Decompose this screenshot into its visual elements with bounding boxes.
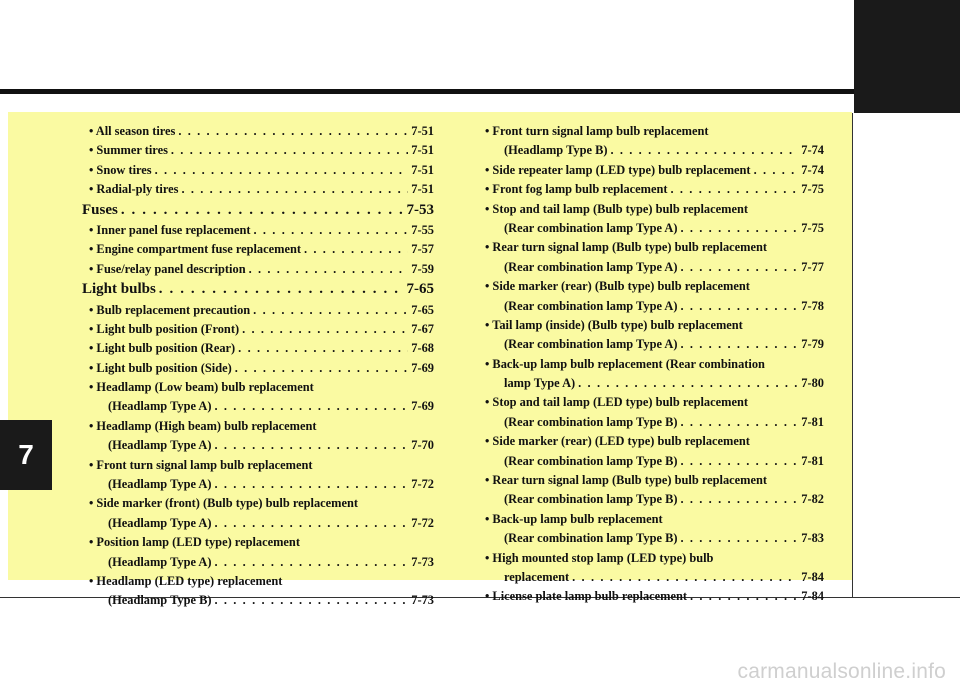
toc-entry-title: • All season tires: [89, 124, 176, 138]
toc-right-column: [478, 122, 824, 607]
toc-entry: [82, 533, 434, 552]
toc-entry-title: • Side repeater lamp (LED type) bulb replacement: [485, 162, 751, 177]
toc-entry: [478, 122, 824, 141]
toc-entry: [82, 417, 434, 436]
toc-entry[interactable]: [82, 141, 434, 160]
toc-page-number: 7-80: [801, 376, 824, 391]
top-rule: [0, 89, 854, 94]
toc-entry-title: • Headlamp (LED type) replacement: [89, 573, 283, 588]
toc-entry-title: • High mounted stop lamp (LED type) bulb: [485, 550, 714, 565]
dot-leader: [680, 452, 798, 471]
toc-page-number: 7-84: [801, 569, 824, 584]
toc-entry[interactable]: [82, 359, 434, 378]
toc-entry-title: (Rear combination lamp Type A): [504, 259, 678, 274]
toc-entry-title: (Headlamp Type A): [108, 438, 212, 453]
toc-entry-title: (Headlamp Type B): [108, 593, 212, 608]
toc-entry-title: • Rear turn signal lamp (Bulb type) bulb replacement: [485, 240, 767, 255]
toc-entry: [478, 316, 824, 335]
toc-page-number: 7-67: [411, 321, 434, 336]
toc-entry-title: • Headlamp (Low beam) bulb replacement: [89, 380, 314, 395]
toc-page-number: 7-65: [411, 302, 434, 317]
toc-page-number: 7-74: [801, 143, 824, 158]
toc-entry: [478, 471, 824, 490]
toc-entry-title: • Bulb replacement precaution: [89, 302, 251, 317]
toc-entry: [82, 456, 434, 475]
chapter-number-tab: [0, 420, 52, 490]
toc-entry-title: (Rear combination lamp Type B): [504, 531, 678, 546]
toc-entry-title: • License plate lamp bulb replacement: [485, 589, 688, 604]
toc-entry-title: • Back-up lamp bulb replacement: [485, 511, 663, 526]
dot-leader: [754, 161, 799, 180]
dot-leader: [242, 320, 408, 339]
toc-entry-title: • Light bulb position (Rear): [89, 341, 236, 356]
toc-entry-title: • Light bulb position (Side): [89, 360, 232, 375]
toc-entry-title: Light bulbs: [82, 281, 156, 298]
toc-entry: [478, 200, 824, 219]
toc-entry-title: • Front turn signal lamp bulb replacement: [485, 124, 709, 138]
dot-leader: [680, 413, 798, 432]
toc-entry-title: (Headlamp Type A): [108, 399, 212, 414]
dot-leader: [680, 529, 798, 548]
toc-entry: [478, 238, 824, 257]
toc-page-number: 7-65: [406, 281, 434, 298]
toc-entry-title: (Rear combination lamp Type A): [504, 298, 678, 313]
toc-page-number: 7-51: [411, 182, 434, 197]
toc-entry[interactable]: [82, 161, 434, 180]
dot-leader: [254, 221, 409, 240]
toc-page-number: 7-69: [411, 360, 434, 375]
toc-page-number: 7-72: [411, 477, 434, 492]
dot-leader: [238, 339, 408, 358]
toc-entry-title: • Rear turn signal lamp (Bulb type) bulb replacement: [485, 473, 767, 488]
toc-page-number: 7-79: [801, 337, 824, 352]
toc-page-number: 7-75: [801, 220, 824, 235]
dot-leader: [680, 490, 798, 509]
toc-section-heading[interactable]: [82, 200, 434, 221]
dot-leader: [215, 553, 409, 572]
dot-leader: [215, 397, 409, 416]
toc-page-number: 7-73: [411, 593, 434, 608]
toc-entry[interactable]: [478, 452, 824, 471]
toc-entry[interactable]: [82, 301, 434, 320]
toc-entry-title: Fuses: [82, 201, 118, 218]
toc-entry-title: (Headlamp Type B): [504, 143, 608, 158]
toc-entry-title: • Light bulb position (Front): [89, 321, 240, 336]
toc-entry: [478, 355, 824, 374]
dot-leader: [611, 141, 799, 160]
toc-page-number: 7-77: [801, 259, 824, 274]
toc-entry-title: • Engine compartment fuse replacement: [89, 242, 301, 257]
chapter-number: 7: [18, 439, 34, 470]
toc-page-number: 7-73: [411, 554, 434, 569]
toc-entry-title: • Front fog lamp bulb replacement: [485, 182, 668, 197]
toc-entry-title: • Fuse/relay panel description: [89, 261, 246, 276]
toc-section-heading[interactable]: [82, 279, 434, 300]
toc-entry: [478, 432, 824, 451]
toc-entry-title: (Headlamp Type A): [108, 515, 212, 530]
toc-page-number: 7-69: [411, 399, 434, 414]
corner-tab: [854, 0, 960, 113]
toc-page-number: 7-74: [801, 162, 824, 177]
toc-page-number: 7-51: [411, 162, 434, 177]
dot-leader: [171, 141, 408, 160]
toc-entry[interactable]: [478, 258, 824, 277]
dot-leader: [181, 180, 408, 199]
toc-entry[interactable]: [82, 591, 434, 610]
toc-entry: [478, 510, 824, 529]
dot-leader: [690, 587, 798, 606]
toc-entry[interactable]: [478, 297, 824, 316]
toc-entry[interactable]: [82, 122, 434, 141]
toc-page-number: 7-55: [411, 222, 434, 237]
toc-entry[interactable]: [82, 180, 434, 199]
dot-leader: [215, 514, 409, 533]
toc-page-number: 7-59: [411, 261, 434, 276]
toc-page-number: 7-68: [411, 341, 434, 356]
dot-leader: [235, 359, 409, 378]
toc-entry: [478, 277, 824, 296]
toc-entry-title: • Headlamp (High beam) bulb replacement: [89, 418, 317, 433]
toc-page-number: 7-51: [411, 143, 434, 158]
toc-page-number: 7-83: [801, 531, 824, 546]
toc-entry[interactable]: [82, 397, 434, 416]
watermark: carmanualsonline.info: [737, 660, 946, 683]
toc-entry-title: (Headlamp Type A): [108, 554, 212, 569]
toc-page-number: 7-53: [406, 201, 434, 218]
dot-leader: [215, 591, 409, 610]
toc-entry-title: lamp Type A): [504, 376, 576, 391]
toc-entry[interactable]: [478, 568, 824, 587]
dot-leader: [215, 475, 409, 494]
toc-entry-title: • Inner panel fuse replacement: [89, 222, 251, 237]
dot-leader: [178, 122, 408, 141]
toc-entry[interactable]: [82, 240, 434, 259]
toc-entry[interactable]: [478, 219, 824, 238]
dot-leader: [680, 219, 798, 238]
toc-entry-title: • Side marker (rear) (LED type) bulb replacement: [485, 434, 750, 449]
toc-entry[interactable]: [478, 374, 824, 393]
toc-entry-title: • Stop and tail lamp (Bulb type) bulb replacement: [485, 201, 748, 216]
toc-entry: [82, 572, 434, 591]
toc-entry[interactable]: [478, 141, 824, 160]
toc-page-number: 7-70: [411, 438, 434, 453]
dot-leader: [680, 335, 798, 354]
toc-page-number: 7-75: [801, 182, 824, 197]
toc-page-number: 7-81: [801, 414, 824, 429]
toc-entry-title: • Side marker (rear) (Bulb type) bulb replacement: [485, 279, 750, 294]
toc-entry-title: (Rear combination lamp Type B): [504, 453, 678, 468]
toc-entry-title: • Snow tires: [89, 162, 152, 177]
toc-entry-title: (Rear combination lamp Type A): [504, 337, 678, 352]
toc-page-number: 7-51: [411, 124, 434, 138]
dot-leader: [578, 374, 798, 393]
toc-entry[interactable]: [82, 553, 434, 572]
toc-entry: [82, 494, 434, 513]
toc-entry[interactable]: [82, 221, 434, 240]
toc-page-number: 7-57: [411, 242, 434, 257]
toc-left-column: [82, 122, 434, 611]
toc-entry: [478, 549, 824, 568]
toc-entry[interactable]: [478, 180, 824, 199]
toc-entry-title: • Summer tires: [89, 143, 168, 158]
toc-entry-title: • Front turn signal lamp bulb replacement: [89, 457, 313, 472]
toc-page-number: 7-78: [801, 298, 824, 313]
toc-entry[interactable]: [478, 587, 824, 606]
toc-entry[interactable]: [82, 320, 434, 339]
toc-entry-title: (Rear combination lamp Type B): [504, 414, 678, 429]
toc-entry[interactable]: [82, 475, 434, 494]
toc-entry[interactable]: [478, 161, 824, 180]
toc-entry-title: (Headlamp Type A): [108, 477, 212, 492]
toc-entry-title: • Position lamp (LED type) replacement: [89, 535, 300, 550]
toc-page-number: 7-82: [801, 492, 824, 507]
toc-entry-title: • Stop and tail lamp (LED type) bulb replacement: [485, 395, 748, 410]
toc-entry: [82, 378, 434, 397]
toc-entry-title: • Radial-ply tires: [89, 182, 179, 197]
dot-leader: [159, 279, 404, 300]
toc-page-number: 7-84: [801, 589, 824, 604]
dot-leader: [249, 260, 409, 279]
toc-entry-title: (Rear combination lamp Type A): [504, 220, 678, 235]
toc-entry-title: (Rear combination lamp Type B): [504, 492, 678, 507]
toc-entry[interactable]: [82, 514, 434, 533]
dot-leader: [572, 568, 798, 587]
toc-entry[interactable]: [82, 436, 434, 455]
toc-entry[interactable]: [478, 413, 824, 432]
toc-entry-title: • Tail lamp (inside) (Bulb type) bulb replacement: [485, 317, 743, 332]
dot-leader: [155, 161, 409, 180]
toc-entry[interactable]: [478, 529, 824, 548]
dot-leader: [680, 258, 798, 277]
dot-leader: [680, 297, 798, 316]
toc-entry: [478, 393, 824, 412]
toc-entry-title: • Back-up lamp bulb replacement (Rear combination: [485, 356, 765, 371]
toc-page-number: 7-72: [411, 515, 434, 530]
dot-leader: [253, 301, 408, 320]
dot-leader: [121, 200, 404, 221]
toc-entry-title: replacement: [504, 569, 570, 584]
margin-line: [852, 113, 853, 598]
dot-leader: [215, 436, 409, 455]
toc-entry-title: • Side marker (front) (Bulb type) bulb replacement: [89, 496, 359, 511]
toc-entry[interactable]: [478, 335, 824, 354]
dot-leader: [671, 180, 799, 199]
toc-entry[interactable]: [478, 490, 824, 509]
dot-leader: [304, 240, 408, 259]
toc-entry[interactable]: [82, 260, 434, 279]
toc-entry[interactable]: [82, 339, 434, 358]
toc-page-number: 7-81: [801, 453, 824, 468]
